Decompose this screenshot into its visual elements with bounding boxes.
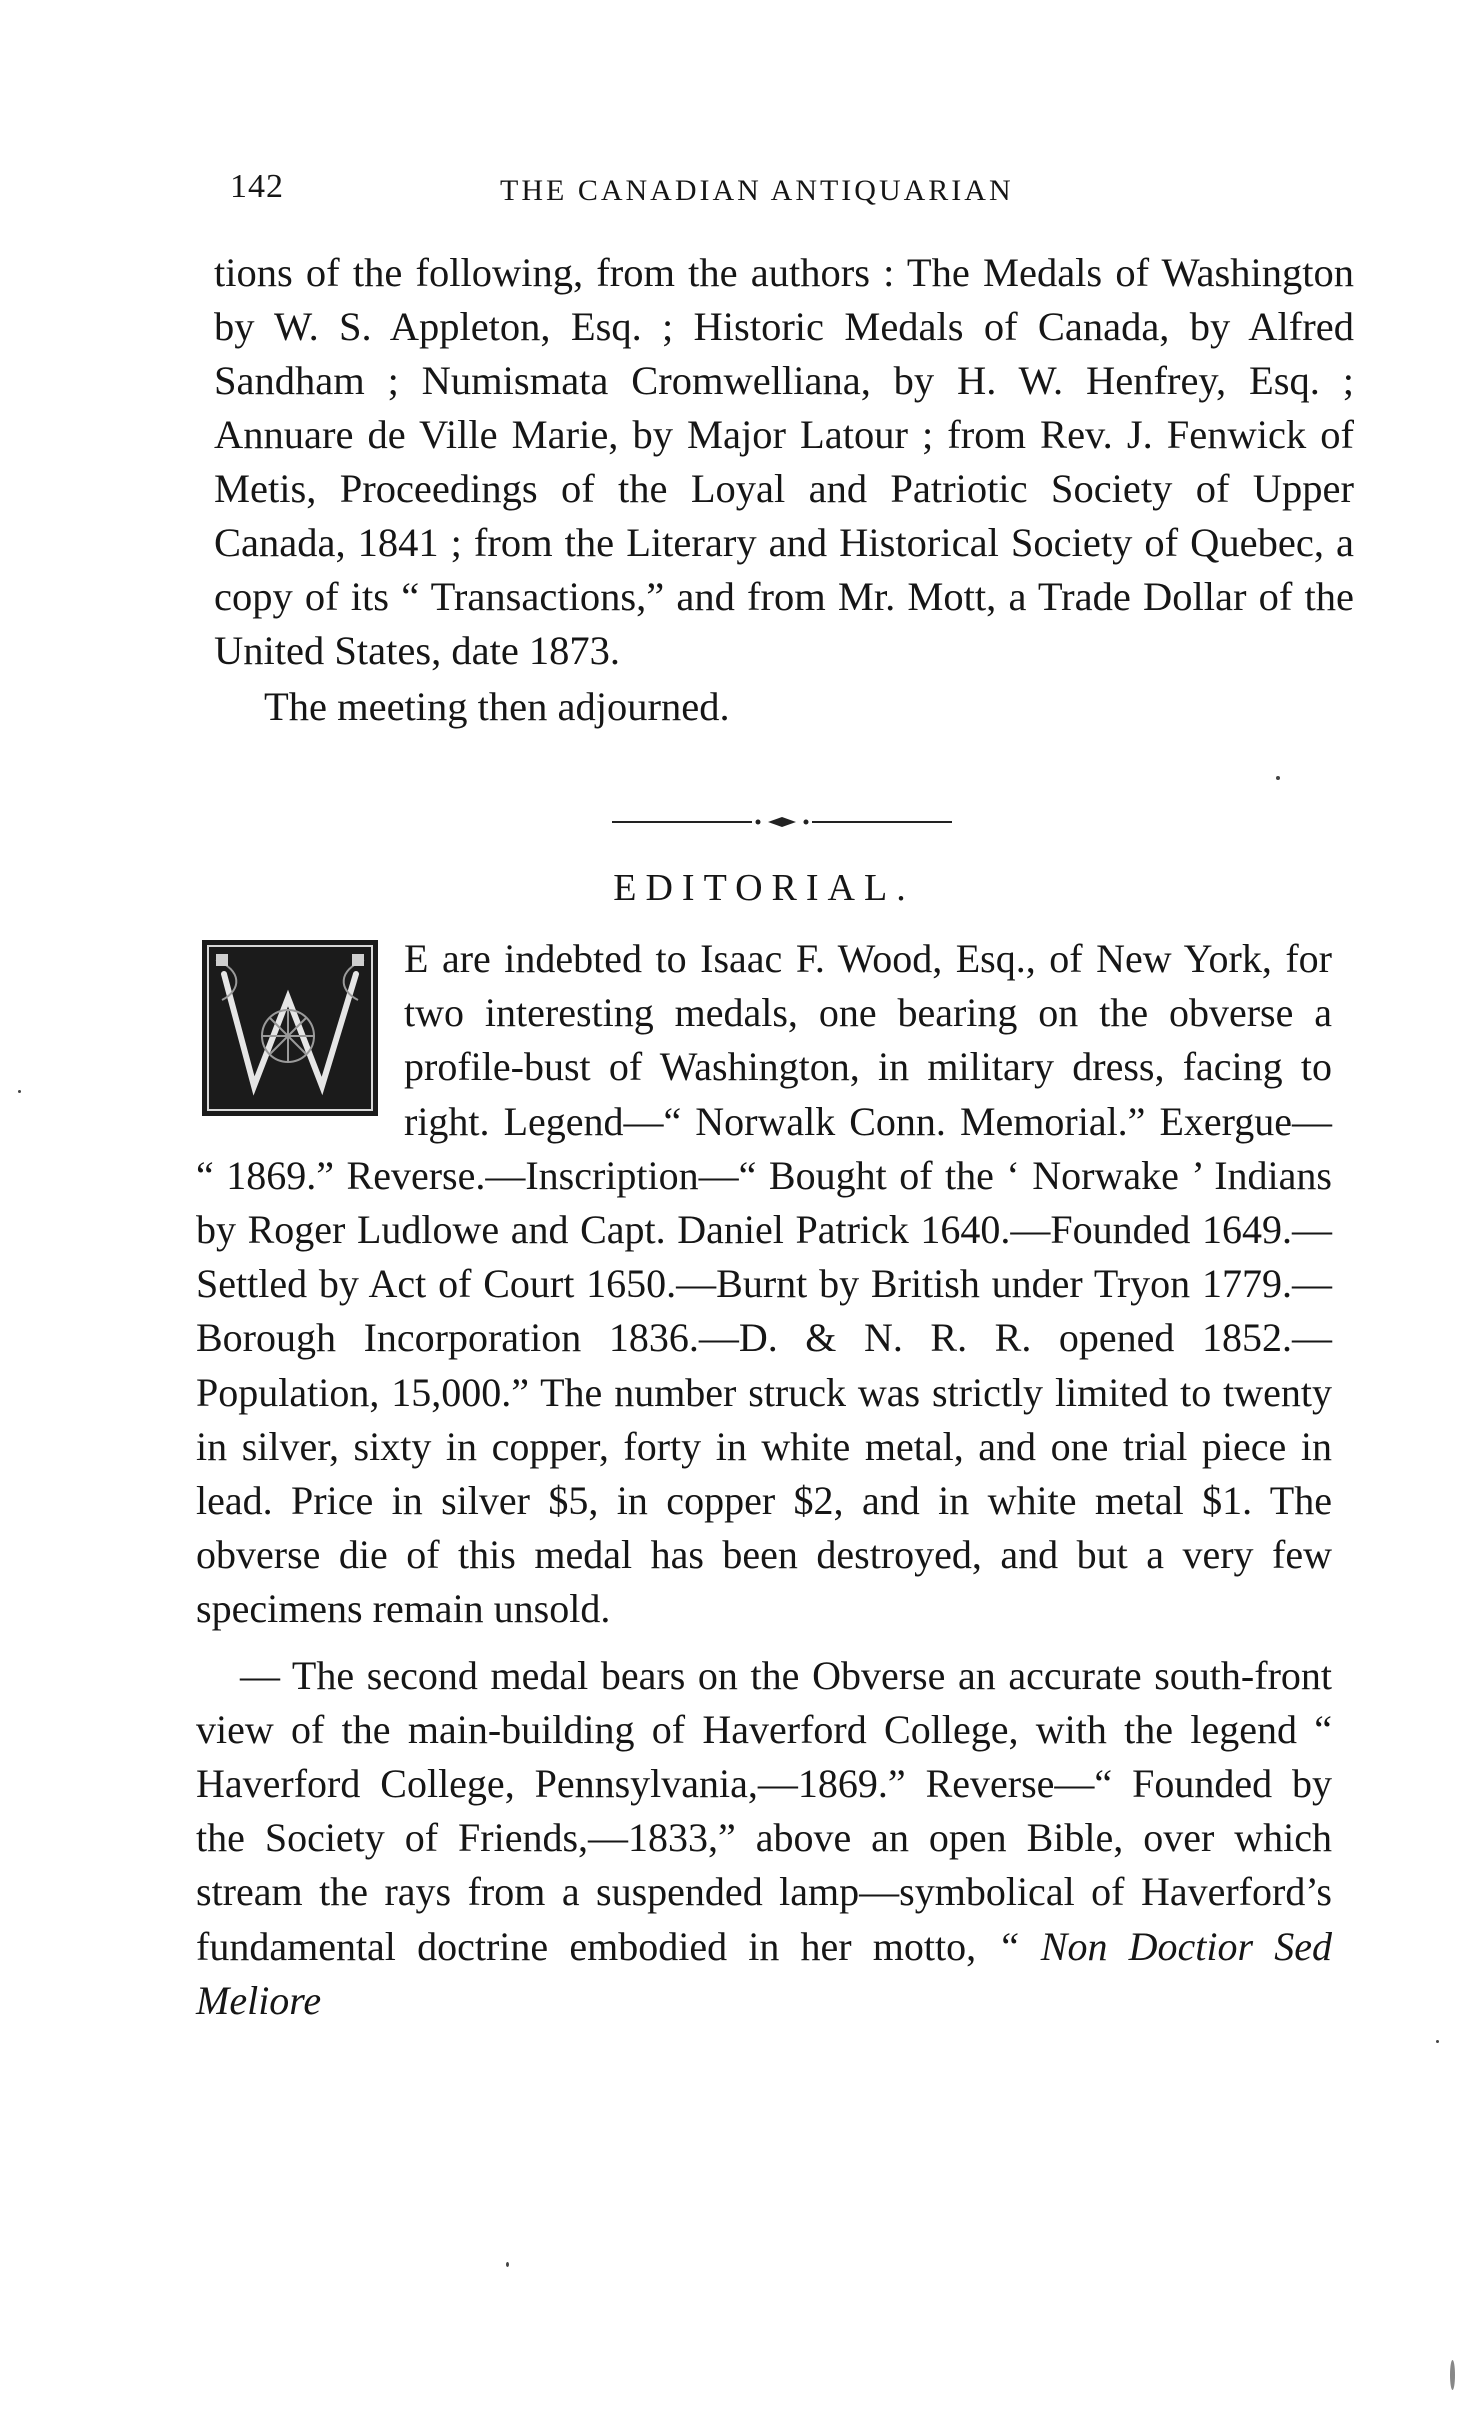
editorial-paragraph-1: E are indebted to Isaac F. Wood, Esq., of New York, for two interesting medals, one bearing on the obverse a profile-bust of Washington, in military dress, facing to right. Legend—“ Norwalk Conn. Memorial.” Exergue— “ 1869.” Reverse.—Inscription—“ Bought of the ‘ Norwake ’ Indians by Roger Ludlowe and Capt. Daniel Patrick 1640.—Founded 1649.—Settled by Act of Court 1650.—Burnt by British under Tryon 1779.—Borough Incorporation 1836.—D. & N. R. R. opened 1852.—Population, 15,000.” The number struck was strictly limited to twenty in silver, sixty in copper, forty in white metal, and one trial piece in lead. Price in silver $5, in copper $2, and in white metal $1. The obverse die of this medal has been destroyed, and but a very few specimens remain unsold.	[196, 936, 1332, 1632]
paper-speck	[1276, 776, 1280, 780]
minutes-section	[214, 246, 1354, 734]
paper-speck	[18, 1090, 21, 1093]
editorial-paragraph-2	[196, 1649, 1332, 2028]
ornamental-dropcap-w	[202, 940, 378, 1116]
meeting-adjourned-line: The meeting then adjourned.	[264, 684, 730, 729]
college-motto: “ Non Doctior Sed Meliore	[196, 1923, 1332, 2023]
editorial-section	[196, 932, 1332, 2028]
journal-title: THE CANADIAN ANTIQUARIAN	[500, 174, 1014, 207]
paper-speck	[506, 2262, 509, 2267]
editorial-heading: EDITORIAL.	[613, 867, 915, 909]
minutes-continuation-paragraph: tions of the following, from the authors : The Medals of Washington by W. S. Appleton, Esq. ; Historic Medals of Canada, by Alfred Sandham ; Numismata Cromwelliana, by H. W. Henfrey, Esq. ; Annuare de Ville Marie, by Major Latour ; from Rev. J. Fenwick of Metis, Proceedings of the Loyal and Patriotic Society of Upper Canada, 1841 ; from the Literary and Historical Society of Quebec, a copy of its “ Transactions,” and from Mr. Mott, a Trade Dollar of the United States, date 1873.	[214, 250, 1354, 673]
dropcap-w-icon	[202, 940, 378, 1116]
section-divider-ornament	[612, 812, 952, 832]
paper-speck	[1450, 2360, 1455, 2390]
paper-speck	[1436, 2040, 1439, 2043]
running-head	[230, 168, 1350, 218]
page-number: 142	[230, 168, 284, 205]
editorial-paragraph-2-text: — The second medal bears on the Obverse an accurate south-front view of the main-building of Haverford College, with the legend “ Haverford College, Pennsylvania,—1869.” Reverse—“ Founded by the Society of Friends,—1833,” above an open Bible, over which stream the rays from a suspended lamp—symbolical of Haverford’s fundamental doctrine embodied in her motto,	[196, 1652, 1332, 1969]
